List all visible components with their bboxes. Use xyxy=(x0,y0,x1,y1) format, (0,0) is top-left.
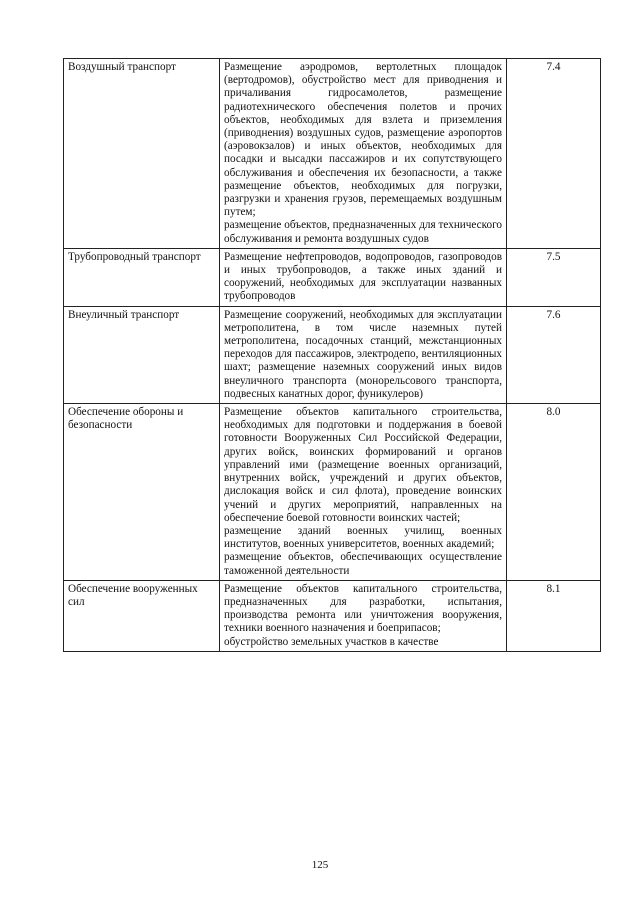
table-row xyxy=(64,580,601,651)
use-code-cell: 7.6 xyxy=(507,306,601,403)
use-code-cell: 7.4 xyxy=(507,59,601,249)
table-row xyxy=(64,248,601,306)
description-paragraph: размещение объектов, обеспечивающих осуществление таможенной деятельности xyxy=(224,551,502,577)
land-use-table xyxy=(63,58,601,652)
use-description-cell xyxy=(220,306,507,403)
use-name-cell: Обеспечение вооруженных сил xyxy=(64,580,220,651)
page-number: 125 xyxy=(311,859,329,871)
description-paragraph: размещение зданий военных училищ, военных институтов, военных университетов, военных академий; xyxy=(224,524,502,551)
description-paragraph: размещение объектов, предназначенных для технического обслуживания и ремонта воздушных судов xyxy=(224,219,502,245)
table-row xyxy=(64,59,601,249)
use-name-cell: Трубопроводный транспорт xyxy=(64,248,220,306)
description-paragraph: Размещение нефтепроводов, водопроводов, газопроводов и иных трубопроводов, а также иных зданий и сооружений, необходимых для эксплуатации названных трубопроводов xyxy=(224,250,502,303)
use-description-cell xyxy=(220,404,507,581)
use-description-cell xyxy=(220,59,507,249)
use-description-cell xyxy=(220,248,507,306)
use-name-cell: Воздушный транспорт xyxy=(64,59,220,249)
use-code-cell: 8.0 xyxy=(507,404,601,581)
table-row xyxy=(64,404,601,581)
use-code-cell: 7.5 xyxy=(507,248,601,306)
use-code-cell: 8.1 xyxy=(507,580,601,651)
use-name-cell: Внеуличный транспорт xyxy=(64,306,220,403)
description-paragraph: Размещение сооружений, необходимых для эксплуатации метрополитена, в том числе наземных путей метрополитена, посадочных станций, межстанционных переходов для пассажиров, электродепо, вентиляционных шахт; размещение наземных сооружений иных видов внеуличного транспорта (монорельсового транспорта, подвесных канатных дорог, фуникулеров) xyxy=(224,308,502,400)
use-name-cell: Обеспечение обороны и безопасности xyxy=(64,404,220,581)
use-description-cell xyxy=(220,580,507,651)
table-row xyxy=(64,306,601,403)
description-paragraph: обустройство земельных участков в качестве xyxy=(224,635,439,648)
description-paragraph: Размещение объектов капитального строительства, необходимых для подготовки и поддержания в боевой готовности Вооруженных Сил Российской Федерации, других войск, воинских формирований и органов управлений ими (размещение военных организаций, внутренних войск, учреждений и других объектов, дислокация войск и сил флота), проведение воинских учений и других мероприятий, направленных на обеспечение боевой готовности воинских частей; xyxy=(224,406,502,524)
description-paragraph: Размещение объектов капитального строительства, предназначенных для разработки, испытания, производства ремонта или уничтожения вооружения, техники военного назначения и боеприпасов; xyxy=(224,582,502,635)
description-paragraph: Размещение аэродромов, вертолетных площадок (вертодромов), обустройство мест для приводнения и причаливания гидросамолетов, размещение радиотехнического обеспечения полетов и прочих объектов, необходимых для взлета и приземления (приводнения) воздушных судов, размещение аэропортов (аэровокзалов) и иных объектов, необходимых для посадки и высадки пассажиров и их сопутствующего обслуживания и обеспечения их безопасности, а также размещение объектов, необходимых для погрузки, разгрузки и хранения грузов, перемещаемых воздушным путем; xyxy=(224,61,502,219)
